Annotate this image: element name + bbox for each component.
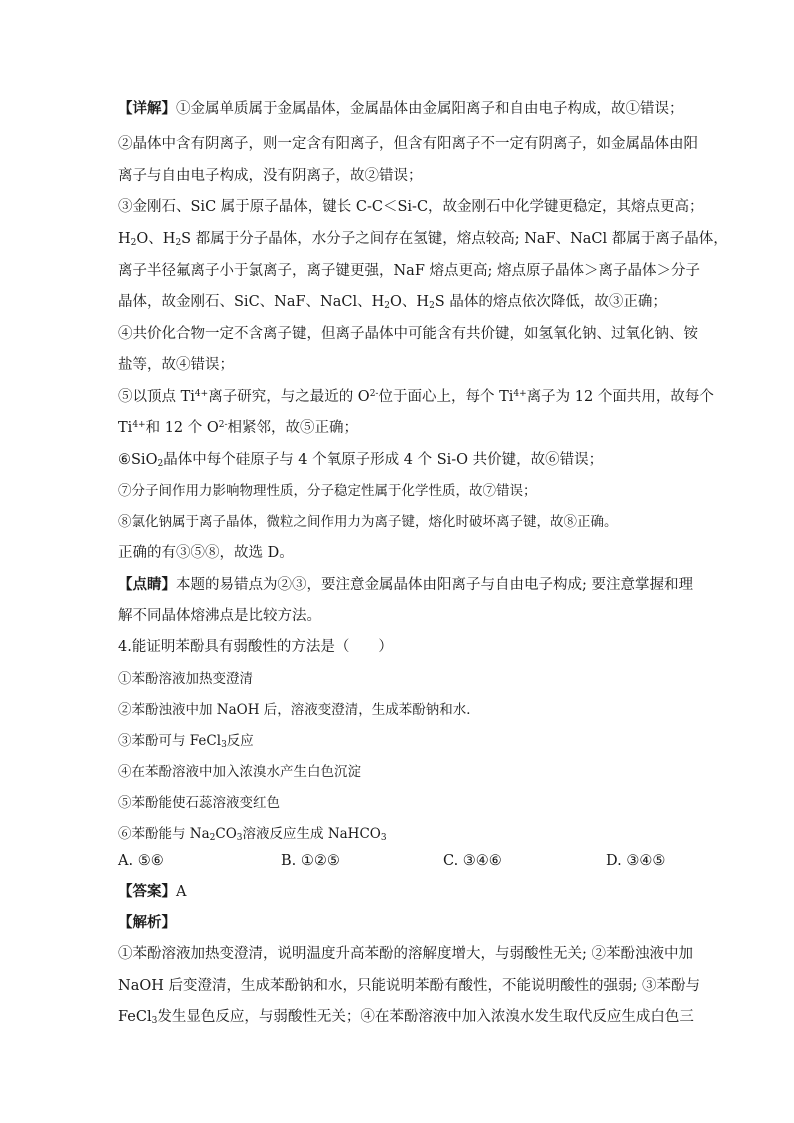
comment-line-2: 解不同晶体熔沸点是比较方法。: [118, 608, 321, 624]
statement-4: ④在苯酚溶液中加入浓溴水产生白色沉淀: [118, 764, 361, 780]
option-c: C. ③④⑥: [443, 853, 502, 869]
analysis-label: 【解析】: [118, 914, 176, 931]
analysis-line-2: NaOH 后变澄清，生成苯酚钠和水，只能说明苯酚有酸性，不能说明酸性的强弱; ③苯酚与: [118, 978, 700, 994]
detail-line-13: ⑦分子间作用力影响物理性质，分子稳定性属于化学性质，故⑦错误；: [118, 483, 537, 499]
detail-line-9: 盐等，故④错误；: [118, 357, 234, 373]
statement-6: ⑥苯酚能与 $Na_2CO_3$溶液反应生成 NaHCO$_3$: [118, 826, 387, 843]
detail-line-2: ②晶体中含有阴离子，则一定含有阳离子，但含有阳离子不一定有阴离子，如金属晶体由阳: [118, 136, 698, 152]
detail-line-3: 离子与自由电子构成，没有阴离子，故②错误；: [118, 168, 423, 184]
detail-line-8: ④共价化合物一定不含离子键，但离子晶体中可能含有共价键，如氢氧化钠、过氧化钠、铵: [118, 326, 698, 342]
answer-line: [118, 883, 186, 901]
answer-value: A: [176, 884, 187, 900]
question-stem: 4.能证明苯酚具有弱酸性的方法是（ ）: [118, 639, 393, 655]
detail-label: 【详解】: [118, 100, 176, 117]
option-a: A. ⑤⑥: [118, 853, 164, 869]
statement-5: ⑤苯酚能使石蕊溶液变红色: [118, 795, 280, 811]
detail-line-14: ⑧氯化钠属于离子晶体，微粒之间作用力为离子键，熔化时破坏离子键，故⑧正确。: [118, 514, 618, 530]
detail-line-10: ⑤以顶点 $Ti^{4+}$离子研究，与之最近的 $O^{2-}$位于面心上，每个 $Ti^{4+}$离子为 12 个面共用，故每个: [118, 389, 714, 405]
detail-line-5: $H_2O$、$H_2S$ 都属于分子晶体，水分子之间存在氢键，熔点较高; NaF、NaCl 都属于离子晶体，: [118, 231, 728, 248]
analysis-line-3: FeCl$_3$发生显色反应，与弱酸性无关；④在苯酚溶液中加入浓溴水发生取代反应生成白色三: [118, 1009, 694, 1026]
detail-line-11: $Ti^{4+}$和 12 个 $O^{2-}$相紧邻，故⑤正确；: [118, 420, 359, 436]
option-d: D. ③④⑤: [606, 853, 666, 869]
detail-line-15: 正确的有③⑤⑧，故选 D。: [118, 545, 294, 561]
statement-1: ①苯酚溶液加热变澄清: [118, 671, 253, 687]
comment-line-1: 【点睛】本题的易错点为②③，要注意金属晶体由阳离子与自由电子构成; 要注意掌握和理: [118, 576, 693, 593]
answer-label: 【答案】: [118, 883, 176, 900]
comment-label: 【点睛】: [118, 576, 176, 593]
detail-line-7: 晶体，故金刚石、SiC、NaF、NaCl、$H_2O$、$H_2S$ 晶体的熔点依次降低，故③正确；: [118, 294, 667, 311]
statement-2: ②苯酚浊液中加 NaOH 后，溶液变澄清，生成苯酚钠和水．: [118, 702, 480, 718]
option-b: B. ①②⑤: [281, 853, 340, 869]
detail-line-12: ⑥SiO$_2$晶体中每个硅原子与 4 个氧原子形成 4 个 Si-O 共价键，故⑥错误；: [118, 452, 604, 469]
detail-line-4: ③金刚石、SiC 属于原子晶体，键长 C-C＜Si-C，故金刚石中化学键更稳定，其熔点更高；: [118, 199, 704, 215]
detail-line-1: 【详解】①金属单质属于金属晶体，金属晶体由金属阳离子和自由电子构成，故①错误；: [118, 100, 684, 117]
analysis-line-1: ①苯酚溶液加热变澄清，说明温度升高苯酚的溶解度增大，与弱酸性无关; ②苯酚浊液中加: [118, 946, 693, 962]
detail-line-6: 离子半径氟离子小于氯离子，离子键更强，NaF 熔点更高; 熔点原子晶体＞离子晶体＞分子: [118, 263, 700, 279]
statement-3: ③苯酚可与 FeCl$_3$反应: [118, 733, 254, 750]
